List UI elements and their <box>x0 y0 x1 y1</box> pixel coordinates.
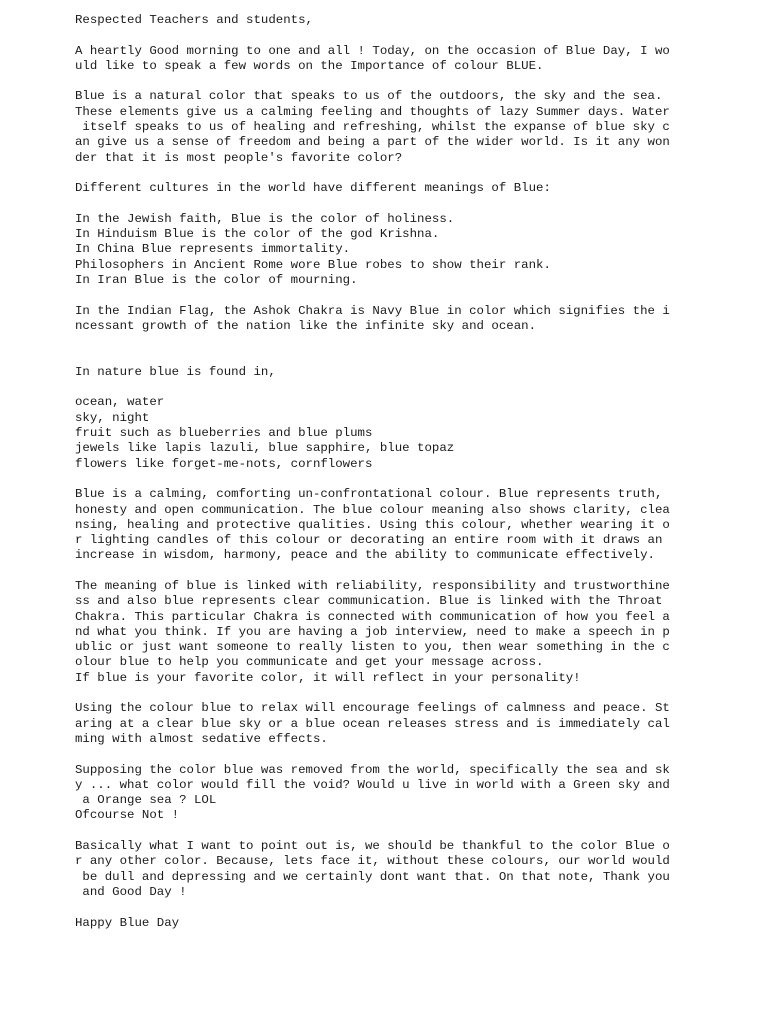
text-line <box>75 350 675 365</box>
text-line: In China Blue represents immortality. <box>75 242 351 257</box>
text-line: fruit such as blueberries and blue plums <box>75 426 373 441</box>
text-line: In the Jewish faith, Blue is the color of holiness. <box>75 211 455 226</box>
text-line <box>75 747 675 762</box>
text-line: Ofcourse Not ! <box>75 808 180 823</box>
text-line: These elements give us a calming feeling and thoughts of lazy Summer days. Water <box>75 104 670 119</box>
text-line: Basically what I want to point out is, we should be thankful to the color Blue o <box>75 839 670 854</box>
text-line: Supposing the color blue was removed from the world, specifically the sea and sk <box>75 762 670 777</box>
text-line <box>75 472 675 487</box>
text-line: Happy Blue Day <box>75 915 180 930</box>
text-line: aring at a clear blue sky or a blue ocean releases stress and is immediately cal <box>75 716 670 731</box>
text-line <box>75 564 675 579</box>
text-line: and Good Day ! <box>75 884 187 899</box>
text-line: ss and also blue represents clear communication. Blue is linked with the Throat <box>75 594 663 609</box>
text-line: Respected Teachers and students, <box>75 13 313 27</box>
text-line: nsing, healing and protective qualities. Using this colour, whether wearing it o <box>75 517 670 532</box>
text-line: nd what you think. If you are having a job interview, need to make a speech in p <box>75 624 670 639</box>
text-line: A heartly Good morning to one and all ! Today, on the occasion of Blue Day, I wo <box>75 43 670 58</box>
text-line: r any other color. Because, lets face it, without these colours, our world would <box>75 854 670 869</box>
text-line: In Iran Blue is the color of mourning. <box>75 273 358 288</box>
document-body <box>75 13 675 931</box>
text-line: ublic or just want someone to really listen to you, then wear something in the c <box>75 640 670 655</box>
text-line: ocean, water <box>75 395 165 410</box>
text-line: be dull and depressing and we certainly dont want that. On that note, Thank you <box>75 869 670 884</box>
text-line: Blue is a calming, comforting un-confrontational colour. Blue represents truth, <box>75 487 663 502</box>
text-line <box>75 74 675 89</box>
text-line: uld like to speak a few words on the Importance of colour BLUE. <box>75 58 544 73</box>
text-line: ming with almost sedative effects. <box>75 731 328 746</box>
text-line <box>75 334 675 349</box>
text-line: If blue is your favorite color, it will reflect in your personality! <box>75 670 581 685</box>
text-line: der that it is most people's favorite color? <box>75 150 403 165</box>
text-line: sky, night <box>75 410 150 425</box>
text-line: The meaning of blue is linked with reliability, responsibility and trustworthine <box>75 578 670 593</box>
text-line <box>75 197 675 212</box>
text-line: increase in wisdom, harmony, peace and the ability to communicate effectively. <box>75 548 655 563</box>
text-line: an give us a sense of freedom and being a part of the wider world. Is it any won <box>75 135 670 150</box>
text-line: Different cultures in the world have different meanings of Blue: <box>75 181 551 196</box>
text-line <box>75 686 675 701</box>
text-line <box>75 824 675 839</box>
text-line: ncessant growth of the nation like the infinite sky and ocean. <box>75 318 537 333</box>
text-line: In nature blue is found in, <box>75 364 276 379</box>
text-line: jewels like lapis lazuli, blue sapphire, blue topaz <box>75 441 455 456</box>
text-line <box>75 900 675 915</box>
text-line: Philosophers in Ancient Rome wore Blue robes to show their rank. <box>75 257 551 272</box>
text-line: olour blue to help you communicate and get your message across. <box>75 655 544 670</box>
text-line <box>75 288 675 303</box>
text-line: In the Indian Flag, the Ashok Chakra is Navy Blue in color which signifies the i <box>75 303 670 318</box>
text-line: Using the colour blue to relax will encourage feelings of calmness and peace. St <box>75 701 670 716</box>
text-line: y ... what color would fill the void? Would u live in world with a Green sky and <box>75 777 670 792</box>
text-line: r lighting candles of this colour or decorating an entire room with it draws an <box>75 533 663 548</box>
text-line: Chakra. This particular Chakra is connected with communication of how you feel a <box>75 609 670 624</box>
text-line <box>75 166 675 181</box>
text-line: honesty and open communication. The blue colour meaning also shows clarity, clea <box>75 502 670 517</box>
text-line <box>75 28 675 43</box>
text-line: Blue is a natural color that speaks to us of the outdoors, the sky and the sea. <box>75 89 663 104</box>
text-line: In Hinduism Blue is the color of the god Krishna. <box>75 227 440 242</box>
text-line: itself speaks to us of healing and refreshing, whilst the expanse of blue sky c <box>75 120 670 135</box>
text-line: a Orange sea ? LOL <box>75 793 217 808</box>
text-line: flowers like forget-me-nots, cornflowers <box>75 456 373 471</box>
text-line <box>75 380 675 395</box>
